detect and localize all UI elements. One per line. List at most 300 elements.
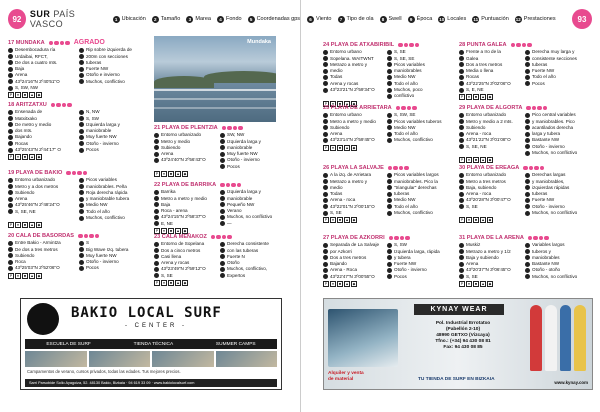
beach-detail: Desembocadura ría: [15, 47, 56, 53]
bullet-icon: [387, 211, 392, 216]
bullet-icon: [220, 202, 225, 207]
bullet-icon: [8, 241, 13, 246]
amenity-icon: ◆: [37, 273, 41, 278]
bullet-icon: [154, 267, 159, 272]
bullet-icon: [459, 179, 464, 184]
bullet-icon: [79, 260, 84, 265]
amenity-icon: ▲: [30, 155, 34, 160]
beach-detail: Arena - roca: [330, 197, 356, 203]
bullet-icon: [459, 56, 464, 61]
beach-col-right: [525, 242, 589, 280]
bullet-icon: [459, 274, 464, 279]
beach-detail: Muchos, no conflictivo: [227, 214, 273, 220]
bullet-icon: [79, 216, 84, 221]
bullet-icon: [79, 116, 84, 121]
legend-item: [186, 16, 211, 23]
star-icon: [409, 43, 414, 48]
beach-title-row: [8, 40, 148, 46]
bullet-icon: [525, 151, 530, 156]
bullet-icon: [459, 185, 464, 190]
beach-detail: Muchos, conflictivo: [394, 210, 433, 216]
star-icon: [72, 171, 77, 176]
star-icon: [544, 236, 549, 241]
ad-rental: [328, 371, 364, 383]
bullet-icon: [525, 192, 530, 197]
star-icon: [77, 171, 82, 176]
beach-detail: Otoño - invierno: [532, 143, 565, 149]
legend-number-icon: 7: [338, 16, 345, 23]
beach-detail: maniobrables. Pico la: [394, 178, 438, 184]
amenity-icon: ▲: [481, 95, 485, 100]
amenity-icon: ■: [338, 218, 342, 223]
bullet-icon: [459, 88, 464, 93]
bullet-icon: [220, 133, 225, 138]
beach-detail: Metro y medio a 2 mts.: [466, 118, 513, 124]
parking-icon: P: [460, 281, 464, 286]
beach-detail: Todo el año: [394, 203, 418, 209]
bullet-icon: [8, 79, 13, 84]
beach-detail: Medio NW: [394, 124, 416, 130]
bullet-icon: [459, 173, 464, 178]
beach-detail: Entorno urbano: [330, 49, 362, 55]
beach-entry: [459, 235, 589, 289]
beach-title-row: [8, 102, 148, 108]
beach-detail: Fuerte NW: [394, 261, 417, 267]
bullet-icon: [459, 262, 464, 267]
beach-detail: Ensenada de: [15, 109, 43, 115]
beach-entry: [154, 125, 284, 181]
rating-stars: [211, 235, 232, 240]
amenity-icon: ■: [474, 158, 478, 163]
bullet-icon: [525, 132, 530, 137]
beach-detail: De dos a cuatro mts.: [15, 59, 58, 65]
beach-entry: [323, 105, 449, 161]
bullet-icon: [459, 125, 464, 130]
beach-detail: 43º25'46"N 2º48'24"O: [15, 202, 60, 208]
beach-title: 26 PLAYA LA SALVAJE: [323, 165, 384, 171]
brand-region: PAÍS VASCO: [29, 9, 76, 29]
bullet-icon: [154, 145, 159, 150]
bullet-icon: [525, 62, 530, 67]
bullet-icon: [459, 198, 464, 203]
bullet-icon: [220, 221, 225, 226]
beach-rating-label: AGRADO: [73, 39, 105, 46]
beach-title-row: [323, 165, 449, 171]
bullet-icon: [525, 185, 530, 190]
beach-title-row: [459, 42, 589, 48]
bullet-icon: [323, 262, 328, 267]
beach-detail: 43º23'21"N 2º59'34"O: [330, 87, 375, 93]
amenity-icon: ▲: [176, 280, 180, 285]
star-icon: [393, 166, 398, 171]
beach-detail: 43º22'47"N 3º00'55"O: [330, 273, 375, 279]
beach-col-right: [220, 241, 284, 279]
bullet-icon: [8, 203, 13, 208]
bullet-icon: [387, 113, 392, 118]
beach-detail: Pocos: [86, 147, 99, 153]
legend-item: [217, 16, 242, 23]
star-icon: [222, 235, 227, 240]
amenity-icon: ◆: [183, 280, 187, 285]
right-header: [301, 8, 600, 30]
star-icon: [95, 234, 100, 239]
beach-title: 23 CALA MEÑAKOZ: [154, 234, 207, 240]
amenity-icon: ◆: [37, 223, 41, 228]
beach-detail: Muy fuerte NW: [86, 252, 117, 258]
beach-detail: Muchos, conflictivo: [86, 78, 125, 84]
beach-detail: Sopelana. WAITWNT: [330, 55, 374, 61]
bullet-icon: [154, 221, 159, 226]
beach-col-right: [79, 240, 148, 271]
beach-detail: consistente secciones: [532, 55, 577, 61]
beach-detail: acantilados derecha: [532, 124, 574, 130]
bullet-icon: [8, 60, 13, 65]
bullet-icon: [220, 248, 225, 253]
amenity-icons: [323, 281, 449, 287]
bullet-icon: [8, 129, 13, 134]
bullet-icon: [220, 267, 225, 272]
rating-stars: [396, 106, 417, 111]
parking-icon: P: [324, 145, 328, 150]
star-icon: [526, 106, 531, 111]
ad-boards-image: [530, 305, 586, 371]
bullet-icon: [323, 198, 328, 203]
beach-col-right: [525, 112, 589, 156]
bullet-icon: [323, 173, 328, 178]
legend-number-icon: 11: [473, 16, 479, 22]
legend-label: Locales: [447, 16, 467, 22]
beach-detail: Pocos: [532, 80, 545, 86]
ad-logo-icon: [27, 303, 59, 335]
legend-item: [438, 16, 466, 23]
bullet-icon: [79, 67, 84, 72]
bullet-icon: [459, 119, 464, 124]
legend-left: [113, 16, 300, 23]
legend-label: Puntuación: [481, 16, 509, 22]
bullet-icon: [79, 135, 84, 140]
amenity-icon: ■: [169, 280, 173, 285]
beach-detail: larga y tubera: [532, 131, 561, 137]
bullet-icon: [79, 79, 84, 84]
beach-detail: tuberas: [532, 191, 548, 197]
bullet-icon: [8, 148, 13, 153]
photo-caption: Mundaka: [247, 39, 271, 45]
bullet-icon: [323, 204, 328, 209]
beach-detail: Arena: [15, 196, 28, 202]
amenity-icon: ▲: [481, 158, 485, 163]
bullet-icon: [525, 249, 530, 254]
legend-right: [307, 16, 556, 23]
beach-detail: y tubera: [394, 254, 411, 260]
amenity-icons: [459, 217, 589, 223]
beach-detail: Muchos, no conflictivo: [532, 273, 578, 279]
star-icon: [537, 106, 542, 111]
star-icon: [54, 41, 59, 46]
beach-detail: Subiendo: [466, 124, 486, 130]
beach-entry: [323, 235, 449, 287]
bullet-icon: [8, 266, 13, 271]
ad-address: [420, 321, 506, 351]
legend-number-icon: 6: [307, 16, 314, 23]
beach-title: 24 PLAYA DE ATXABIRIBIL: [323, 42, 395, 48]
star-icon: [543, 106, 548, 111]
bullet-icon: [459, 268, 464, 273]
amenity-icon: ■: [23, 273, 27, 278]
star-icon: [49, 41, 54, 46]
amenity-icon: ◆: [37, 155, 41, 160]
brand-title: [30, 9, 103, 29]
amenity-icon: ●: [16, 223, 20, 228]
amenity-icon: ◆: [352, 218, 356, 223]
rating-stars: [51, 103, 72, 108]
beach-title-row: [459, 235, 589, 241]
bullet-icon: [525, 125, 530, 130]
bullet-icon: [220, 164, 225, 169]
beach-detail: y maniobrables. Pico: [532, 118, 575, 124]
beach-detail: A la izq. de Arrietara: [330, 172, 372, 178]
bullet-icon: [525, 56, 530, 61]
beach-detail: De dos a tres metros: [15, 246, 58, 252]
beach-col-left: [154, 189, 218, 227]
beach-detail: Todo el año: [394, 131, 418, 137]
amenity-icon: ▲: [176, 228, 180, 233]
brand-short: SUR: [29, 9, 51, 19]
beach-col-left: [8, 240, 77, 271]
beach-detail: —: [227, 220, 232, 226]
bullet-icon: [220, 209, 225, 214]
bullet-icon: [154, 152, 159, 157]
beach-detail: 43º21'22"N 3º01'08"O: [466, 137, 511, 143]
beach-detail: Otoño - invierno: [86, 140, 119, 146]
beach-detail: Muchos, conflictivo,: [227, 266, 268, 272]
amenity-icons: [459, 94, 589, 100]
star-icon: [398, 43, 403, 48]
beach-detail: Picos variables tuberos: [394, 118, 442, 124]
legend-label: Marea: [195, 16, 211, 22]
amenity-icon: ◆: [488, 281, 492, 286]
beach-detail: 43º20'37"N 3º06'45"O: [466, 267, 511, 273]
beach-detail: Galea: [466, 55, 479, 61]
amenity-icon: ●: [331, 281, 335, 286]
rating-stars: [526, 106, 547, 111]
legend-item: [307, 16, 332, 23]
star-icon: [60, 41, 65, 46]
beach-detail: Entorno urbanizado: [466, 172, 507, 178]
beach-col-left: [459, 112, 523, 156]
amenity-icon: ●: [162, 280, 166, 285]
bullet-icon: [323, 274, 328, 279]
bullet-icon: [8, 260, 13, 265]
beach-detail: 43º24'40"N 2º56'43"O: [161, 157, 206, 163]
beach-col-left: [323, 242, 385, 280]
amenity-icon: ●: [331, 218, 335, 223]
star-icon: [511, 43, 516, 48]
bullet-icon: [525, 198, 530, 203]
beach-detail: maniobrables: [394, 68, 422, 74]
bullet-icon: [525, 262, 530, 267]
bullet-icon: [525, 69, 530, 74]
amenity-icons: [154, 171, 284, 177]
parking-icon: P: [155, 280, 159, 285]
bullet-icon: [387, 262, 392, 267]
bullet-icon: [323, 81, 328, 86]
bullet-icon: [459, 243, 464, 248]
beach-title-row: [323, 105, 449, 111]
bullet-icon: [525, 113, 530, 118]
beach-detail: Baja: [161, 201, 171, 207]
beach-detail: Rocas: [15, 140, 29, 146]
beach-detail: S, SW, SE: [394, 112, 416, 118]
legend-number-icon: 12: [515, 16, 521, 22]
bullet-icon: [79, 190, 84, 195]
bullet-icon: [79, 178, 84, 183]
ad-service: ESCUELA DE SURF: [46, 341, 91, 347]
beach-detail: Big Wave Izq. tubera: [86, 246, 129, 252]
star-icon: [415, 43, 420, 48]
beach-detail: Derecha consistente: [227, 241, 269, 247]
amenity-icon: ▲: [176, 171, 180, 176]
bullet-icon: [323, 56, 328, 61]
beach-title-row: [154, 182, 284, 188]
star-icon: [404, 166, 409, 171]
beach-detail: Entorno urbanizado: [15, 177, 56, 183]
ad-address-line: 48990 GETXO (Vizcaya): [436, 333, 490, 338]
ad-subtitle: - CENTER -: [125, 323, 187, 329]
beach-detail: Picos variables largos: [394, 172, 439, 178]
bullet-icon: [387, 62, 392, 67]
amenity-icon: ■: [474, 218, 478, 223]
bullet-icon: [387, 185, 392, 190]
bullet-icon: [79, 148, 84, 153]
amenity-icon: ■: [23, 155, 27, 160]
beach-detail: 43º25'43"N 2º44'17" O: [15, 147, 61, 153]
bullet-icon: [79, 266, 84, 271]
beach-col-right: [387, 242, 449, 280]
beach-col-left: [154, 241, 218, 279]
ad-address-line: Tfno.: (+34) 94 430 08 81: [435, 339, 491, 344]
amenity-icon: ■: [169, 228, 173, 233]
beach-detail: Todo el año: [86, 208, 110, 214]
beach-detail: Media o llena: [466, 68, 494, 74]
bakio-surf-ad: [20, 298, 282, 390]
bullet-icon: [323, 88, 328, 93]
bullet-icon: [525, 268, 530, 273]
beach-detail: Verano: [227, 208, 242, 214]
parking-icon: P: [460, 218, 464, 223]
beach-detail: Muskiz: [466, 242, 481, 248]
beach-detail: S, SE, NE: [15, 208, 36, 214]
bullet-icon: [220, 139, 225, 144]
legend-item: [152, 16, 181, 23]
beach-col-right: [387, 112, 449, 143]
bullet-icon: [220, 261, 225, 266]
amenity-icon: ■: [23, 223, 27, 228]
amenity-icon: ▲: [481, 281, 485, 286]
star-icon: [231, 183, 236, 188]
ad-photos: [25, 351, 277, 367]
beach-detail: Entorno urbanizado: [161, 132, 202, 138]
bullet-icon: [525, 144, 530, 149]
amenity-icon: ◆: [352, 281, 356, 286]
rating-stars: [222, 126, 243, 131]
beach-detail: y maniobrables,: [532, 178, 565, 184]
bullet-icon: [79, 141, 84, 146]
legend-label: Tipo de ola: [346, 16, 374, 22]
bullet-icon: [387, 179, 392, 184]
beach-detail: Todo el año: [394, 80, 418, 86]
beach-detail: 43º25'03"N 2º52'06"O: [15, 265, 60, 271]
beach-col-left: [8, 47, 77, 91]
beach-detail: S, SE: [394, 49, 406, 55]
beach-title-row: [154, 125, 284, 131]
amenity-icon: ▲: [345, 218, 349, 223]
bullet-icon: [387, 75, 392, 80]
beach-detail: tuberas: [532, 61, 548, 67]
beach-detail: Fuerte N: [227, 253, 245, 259]
amenity-icon: ◆: [352, 145, 356, 150]
legend-item: [472, 16, 509, 23]
bullet-icon: [8, 86, 13, 91]
star-icon: [56, 103, 61, 108]
bullet-icon: [387, 125, 392, 130]
bullet-icon: [323, 179, 328, 184]
bullet-icon: [154, 133, 159, 138]
amenity-icon: ●: [467, 281, 471, 286]
bullet-icon: [323, 113, 328, 118]
rating-stars: [523, 166, 544, 171]
star-icon: [233, 126, 238, 131]
legend-label: Época: [416, 16, 433, 22]
bullet-icon: [323, 138, 328, 143]
beach-col-left: [154, 132, 218, 170]
star-icon: [516, 43, 521, 48]
right-page: [300, 0, 600, 412]
beach-detail: Rocas: [466, 74, 480, 80]
bullet-icon: [323, 119, 328, 124]
amenity-icon: ●: [162, 228, 166, 233]
ad-rental-line: de material: [328, 377, 354, 382]
beach-detail: Metrazo a metro y: [330, 178, 368, 184]
ad-service: TIENDA TÉCNICA: [133, 341, 174, 347]
beach-detail: Muy fuerte NW: [86, 134, 117, 140]
beach-title-row: [459, 165, 589, 171]
beach-col-right: [525, 172, 589, 216]
bullet-icon: [387, 274, 392, 279]
beach-detail: Medio NW: [394, 197, 416, 203]
bullet-icon: [8, 184, 13, 189]
legend-item: [248, 16, 300, 23]
legend-item: [515, 16, 556, 23]
beach-col-left: [323, 112, 385, 143]
rating-stars: [220, 183, 241, 188]
beach-detail: Separada de La Salvaje: [330, 242, 380, 248]
bullet-icon: [387, 50, 392, 55]
beach-detail: Roca - arena: [161, 208, 188, 214]
star-icon: [407, 106, 412, 111]
beach-detail: S, SW: [394, 242, 408, 248]
legend-number-icon: 3: [186, 16, 193, 23]
beach-col-right: [79, 109, 148, 153]
star-icon: [396, 106, 401, 111]
beach-detail: maniobrable: [227, 144, 253, 150]
beach-detail: Metro a metro y medio: [161, 195, 207, 201]
amenity-icons: [8, 154, 148, 160]
bullet-icon: [387, 198, 392, 203]
bullet-icon: [154, 254, 159, 259]
amenity-icon: ◆: [488, 218, 492, 223]
parking-icon: P: [324, 101, 328, 106]
rating-stars: [66, 171, 87, 176]
